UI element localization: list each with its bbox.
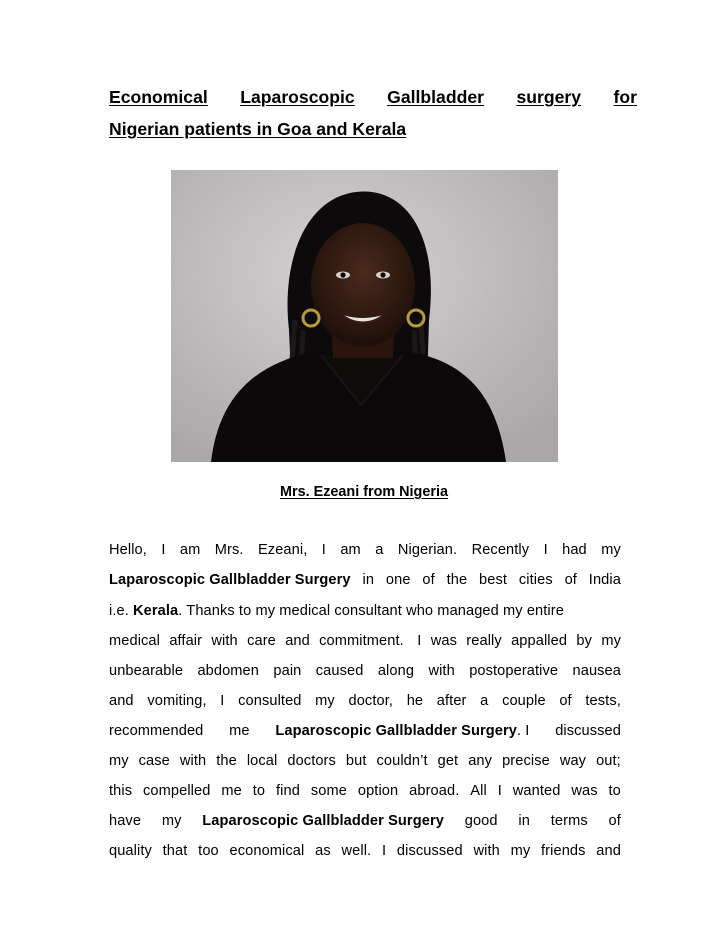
bold-phrase: Laparoscopic Gallbladder Surgery	[202, 813, 444, 829]
word: am	[179, 542, 201, 558]
title-word: for	[613, 87, 637, 107]
word: my	[510, 843, 531, 859]
bold-phrase: Laparoscopic Gallbladder Surgery	[109, 572, 351, 588]
word: recommended	[109, 723, 204, 739]
word: me	[221, 783, 242, 799]
paragraph-line	[109, 721, 621, 741]
word: a	[375, 542, 384, 558]
word: one	[385, 572, 411, 588]
paragraph-line	[109, 540, 621, 560]
word: local	[246, 753, 278, 769]
word: my	[109, 753, 129, 769]
word: was	[571, 783, 598, 799]
word: couple	[502, 693, 546, 709]
word: the	[216, 753, 237, 769]
word: by	[576, 633, 593, 649]
word: cities	[518, 572, 553, 588]
word: to	[608, 783, 621, 799]
photo-caption: Mrs. Ezeani from Nigeria	[280, 484, 448, 500]
word: commitment.	[319, 633, 404, 649]
word: option	[357, 783, 399, 799]
word: medical	[109, 633, 160, 649]
word: Mrs.	[214, 542, 244, 558]
word: to	[252, 783, 266, 799]
word: terms	[550, 813, 588, 829]
word: pain	[273, 663, 302, 679]
word: quality	[109, 843, 152, 859]
word: doctor,	[348, 693, 394, 709]
word: any	[468, 753, 493, 769]
paragraph-line	[109, 781, 621, 801]
word: along	[377, 663, 415, 679]
bold-phrase: Laparoscopic Gallbladder Surgery	[275, 723, 517, 739]
word: some	[310, 783, 347, 799]
word: I	[321, 542, 326, 558]
word: affair	[169, 633, 203, 649]
word: I	[161, 542, 166, 558]
word: a	[480, 693, 489, 709]
word: with	[428, 663, 455, 679]
word: Recently	[471, 542, 530, 558]
word: unbearable	[109, 663, 184, 679]
word: really	[466, 633, 502, 649]
word: I	[381, 843, 387, 859]
word: discussed	[555, 723, 621, 739]
paragraph-line	[109, 691, 621, 711]
word: economical	[229, 843, 305, 859]
word: discussed	[396, 843, 463, 859]
word: but	[345, 753, 367, 769]
word: Hello,	[109, 542, 147, 558]
word: All	[470, 783, 487, 799]
word: that	[162, 843, 188, 859]
paragraph-line	[109, 811, 621, 831]
word: i.e.	[109, 603, 134, 619]
word: care	[247, 633, 276, 649]
word: couldn’t	[376, 753, 428, 769]
title-line-2: Nigerian patients in Goa and Kerala	[109, 119, 407, 139]
bold-phrase: Kerala	[133, 603, 179, 619]
word: this	[109, 783, 133, 799]
word: I	[543, 542, 548, 558]
word: consulted	[238, 693, 302, 709]
word: with	[211, 633, 238, 649]
word: postoperative	[469, 663, 559, 679]
word: appalled	[511, 633, 568, 649]
word: and	[285, 633, 310, 649]
word: was	[430, 633, 457, 649]
word: out;	[596, 753, 621, 769]
word: abroad.	[409, 783, 460, 799]
word: had	[562, 542, 587, 558]
word: doctors	[287, 753, 336, 769]
word: my	[601, 633, 621, 649]
word: precise	[502, 753, 550, 769]
word: best	[479, 572, 508, 588]
bold-phrase-group	[275, 721, 529, 741]
word: . I	[516, 723, 530, 739]
word: find	[276, 783, 300, 799]
word: of	[564, 572, 577, 588]
paragraph-line	[109, 570, 621, 590]
word: as	[315, 843, 331, 859]
word: good	[464, 813, 498, 829]
word: my	[601, 542, 621, 558]
word: caused	[315, 663, 364, 679]
word: of	[422, 572, 435, 588]
word: of	[559, 693, 572, 709]
paragraph-line	[109, 601, 621, 621]
word: Nigerian.	[397, 542, 458, 558]
portrait-photo	[171, 170, 558, 462]
title-line-1	[109, 86, 637, 108]
word: I	[497, 783, 502, 799]
word: I	[413, 633, 422, 649]
word: he	[406, 693, 424, 709]
word: India	[588, 572, 621, 588]
title-word: Economical	[109, 87, 208, 107]
word: tests,	[585, 693, 621, 709]
word: wanted	[512, 783, 561, 799]
title-word: Gallbladder	[387, 87, 484, 107]
word: of	[608, 813, 621, 829]
word: well.	[341, 843, 372, 859]
paragraph-line	[109, 841, 621, 861]
word: vomiting,	[147, 693, 207, 709]
word: me	[229, 723, 250, 739]
word: have	[109, 813, 142, 829]
word: am	[340, 542, 361, 558]
word: my	[161, 813, 182, 829]
word: the	[446, 572, 468, 588]
word: with	[473, 843, 500, 859]
word: and	[109, 693, 134, 709]
title-word: surgery	[516, 87, 582, 107]
paragraph-line	[109, 661, 621, 681]
word: in	[518, 813, 530, 829]
word: nausea	[572, 663, 621, 679]
word: and	[596, 843, 621, 859]
word: . Thanks to my medical consultant who managed my entire	[178, 603, 564, 619]
paragraph-line	[109, 631, 621, 651]
word: compelled	[143, 783, 211, 799]
paragraph-line	[109, 751, 621, 771]
word: way	[559, 753, 587, 769]
word: my	[315, 693, 335, 709]
word: get	[437, 753, 459, 769]
word: in	[362, 572, 375, 588]
word: after	[436, 693, 467, 709]
word: abdomen	[197, 663, 259, 679]
word: with	[179, 753, 207, 769]
word: too	[198, 843, 219, 859]
word: Ezeani,	[257, 542, 308, 558]
word: case	[138, 753, 170, 769]
word: I	[220, 693, 225, 709]
word: friends	[541, 843, 586, 859]
title-word: Laparoscopic	[240, 87, 355, 107]
